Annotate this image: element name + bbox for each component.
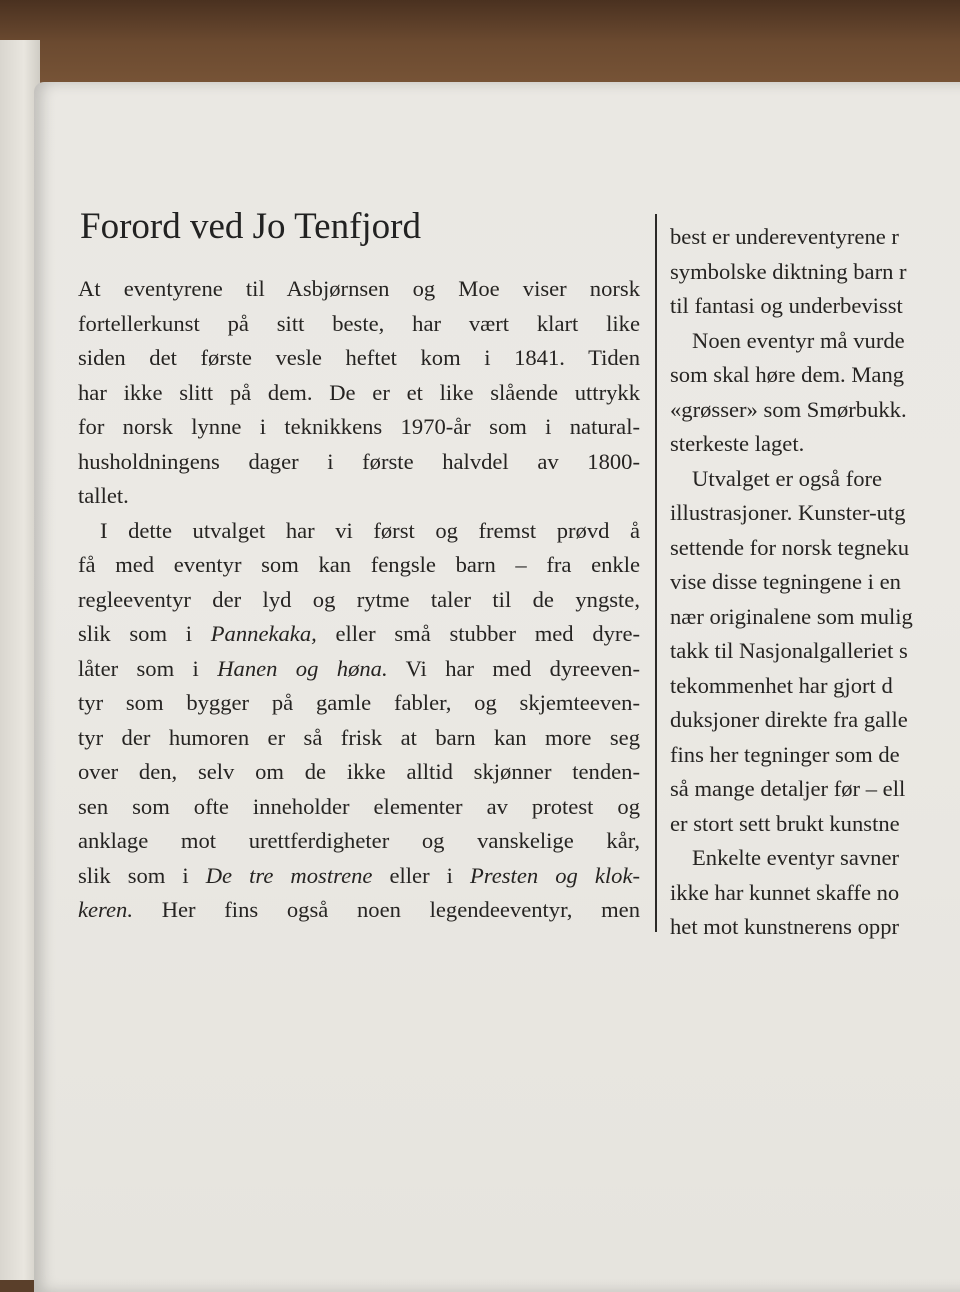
text-line bbox=[78, 652, 640, 687]
text-line: takk til Nasjonalgalleriet s bbox=[670, 638, 908, 663]
text-line bbox=[78, 617, 640, 652]
text-line: tyr der humoren er så frisk at barn kan more seg bbox=[78, 724, 640, 750]
text-line: som skal høre dem. Mang bbox=[670, 362, 905, 387]
text-line: for norsk lynne i teknikkens 1970-år som i natural- bbox=[78, 414, 640, 439]
text-line: har ikke slitt på dem. De er et like slående uttrykk bbox=[78, 379, 640, 405]
text-line: så mange detaljer før – ell bbox=[670, 776, 906, 801]
text-line: duksjoner direkte fra galle bbox=[670, 707, 908, 732]
text-line: Utvalget er også fore bbox=[692, 465, 883, 491]
right-column bbox=[670, 220, 960, 945]
text-line: het mot kunstnerens oppr bbox=[670, 914, 900, 939]
text-line: til fantasi og underbevisst bbox=[670, 293, 903, 318]
text-line: siden det første vesle heftet kom i 1841. Tiden bbox=[78, 345, 640, 370]
text-line: sen som ofte inneholder elementer av protest og bbox=[78, 793, 640, 819]
text-run: Vi har med dyreeven- bbox=[387, 655, 641, 681]
text-run: slik som i bbox=[78, 621, 211, 646]
text-line: Enkelte eventyr savner bbox=[692, 845, 900, 870]
italic-title: Hanen og høna. bbox=[217, 655, 388, 681]
italic-title: keren. bbox=[78, 897, 133, 922]
text-line: symbolske diktning barn r bbox=[670, 258, 907, 284]
text-line: Noen eventyr må vurde bbox=[692, 327, 905, 353]
text-line: regleeventyr der lyd og rytme taler til de yngste, bbox=[78, 586, 640, 612]
text-line: tekommenhet har gjort d bbox=[670, 672, 893, 698]
text-line: fins her tegninger som de bbox=[670, 741, 900, 767]
text-line: sterkeste laget. bbox=[670, 431, 805, 456]
text-line: vise disse tegningene i en bbox=[670, 569, 901, 594]
text-line: husholdningens dager i første halvdel av 1800- bbox=[78, 448, 640, 474]
text-line: tyr som bygger på gamle fabler, og skjemteeven- bbox=[78, 690, 640, 715]
text-line: ikke har kunnet skaffe no bbox=[670, 879, 900, 905]
page-title: Forord ved Jo Tenfjord bbox=[80, 206, 421, 247]
text-run: Her fins også noen legendeeventyr, men bbox=[132, 897, 640, 922]
text-run: slik som i bbox=[78, 862, 206, 888]
column-divider bbox=[655, 214, 657, 932]
table-surface bbox=[0, 0, 960, 95]
text-line: få med eventyr som kan fengsle barn – fra enkle bbox=[78, 552, 640, 577]
italic-title: Pannekaka, bbox=[210, 621, 317, 646]
text-line: er stort sett brukt kunstne bbox=[670, 810, 900, 836]
text-line: nær originalene som mulig bbox=[670, 603, 913, 629]
text-line: I dette utvalget har vi først og fremst prøvd å bbox=[100, 517, 640, 543]
text-run: eller i bbox=[372, 862, 470, 888]
text-line: At eventyrene til Asbjørnsen og Moe viser norsk bbox=[78, 276, 640, 301]
text-run: låter som i bbox=[78, 655, 218, 681]
text-line: illustrasjoner. Kunster-utg bbox=[670, 500, 906, 525]
text-line: tallet. bbox=[78, 483, 129, 508]
text-line bbox=[78, 893, 640, 928]
left-column bbox=[78, 272, 640, 928]
text-line: over den, selv om de ikke alltid skjønner tenden- bbox=[78, 759, 640, 784]
text-line: fortellerkunst på sitt beste, har vært klart like bbox=[78, 310, 640, 336]
italic-title: Presten og klok- bbox=[469, 862, 641, 888]
text-line: settende for norsk tegneku bbox=[670, 534, 910, 560]
text-line bbox=[78, 859, 640, 894]
text-line: best er undereventyrene r bbox=[670, 224, 899, 249]
text-line: anklage mot urettferdigheter og vanskelige kår, bbox=[78, 828, 640, 853]
text-run: eller små stubber med dyre- bbox=[316, 621, 640, 646]
text-line: «grøsser» som Smørbukk. bbox=[670, 396, 907, 422]
italic-title: De tre mostrene bbox=[205, 862, 373, 888]
